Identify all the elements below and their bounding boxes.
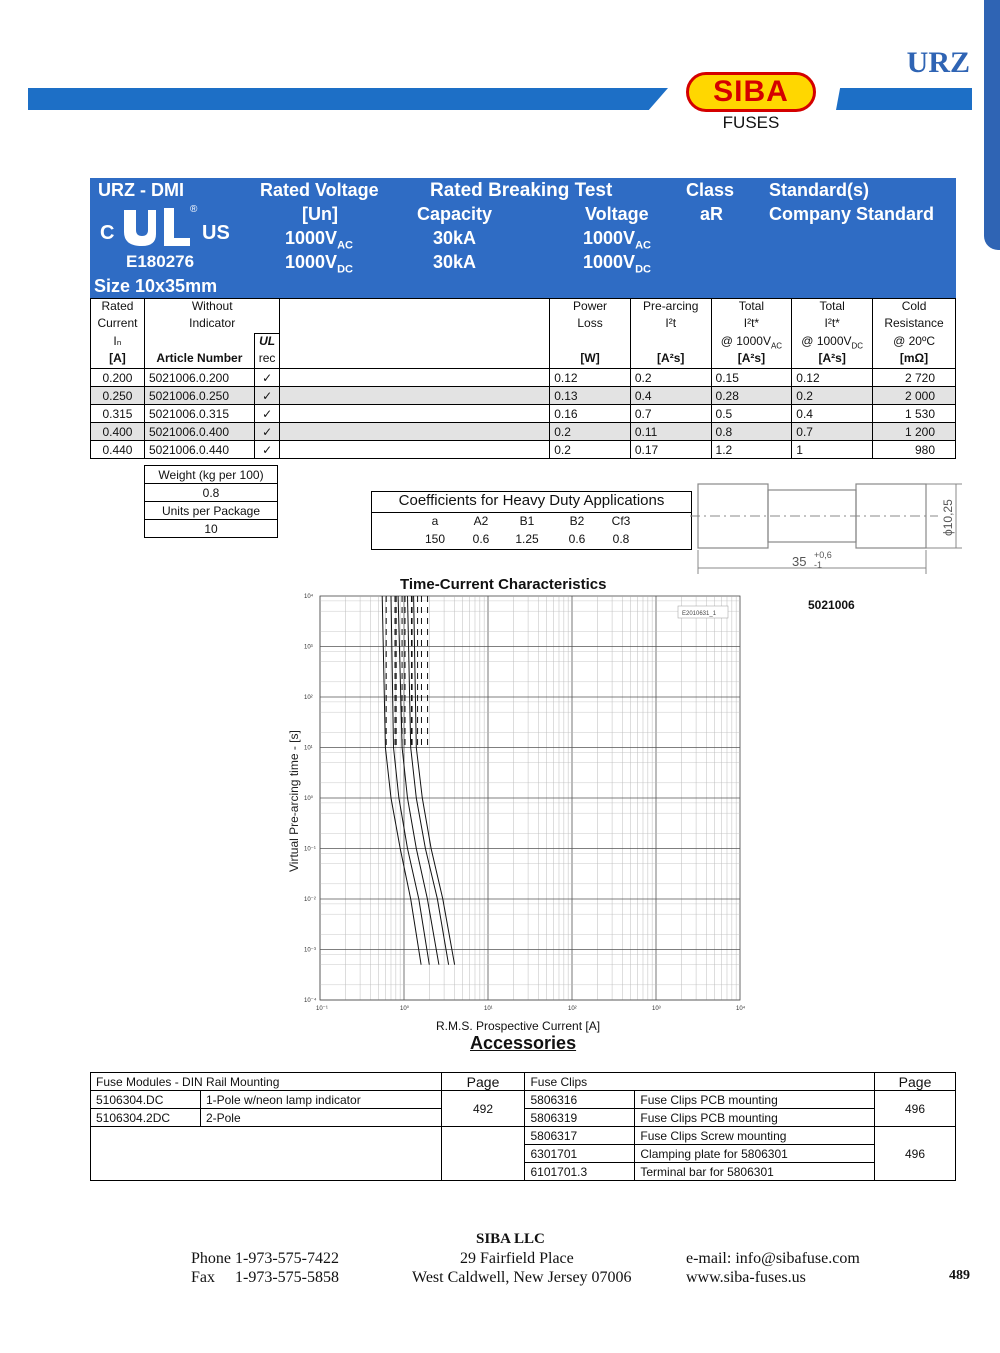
- y-tick-label: 10⁰: [304, 796, 314, 802]
- product-code: URZ: [906, 46, 970, 79]
- x-tick-label: 10⁻¹: [316, 1006, 328, 1010]
- hdr-unit-a2s-2: [A²s]: [711, 351, 792, 369]
- ul-registered: ®: [190, 204, 198, 215]
- hdr-without: Without: [144, 299, 279, 317]
- time-current-chart: [286, 590, 756, 1010]
- hdr-total-ac-i2t: I²t*: [711, 316, 792, 334]
- hdr-empty: [144, 334, 254, 352]
- coef-header: Cf3: [611, 514, 631, 528]
- table-row: 5806317 Fuse Clips Screw mounting 496: [91, 1127, 956, 1145]
- header-band-right: [836, 88, 972, 110]
- size-label: Size 10x35mm: [94, 276, 218, 296]
- chart-xlabel: R.M.S. Prospective Current [A]: [436, 1019, 601, 1033]
- fuse-dimension-drawing: [690, 478, 980, 578]
- hdr-blank: [280, 299, 550, 369]
- hdr-total-dc: Total: [792, 299, 873, 317]
- weight-label: Weight (kg per 100): [145, 466, 278, 484]
- coef-value: 0.6: [472, 532, 490, 546]
- accessories-table: [90, 1072, 956, 1181]
- tol-minus: -1: [814, 560, 823, 570]
- clips-page-2: 496: [875, 1127, 956, 1181]
- rated-voltage-dc: $1000V_{DC}$: [285, 252, 353, 276]
- hdr-in: Iₙ: [91, 334, 145, 352]
- y-tick-label: 10²: [304, 695, 313, 701]
- standards-header: Standard(s): [769, 180, 870, 200]
- ul-c: C: [100, 222, 115, 244]
- chart-ylabel: Virtual Pre-arcing time - [s]: [287, 730, 301, 872]
- hdr-indicator: Indicator: [144, 316, 279, 334]
- y-tick-label: 10¹: [304, 745, 313, 752]
- breaking-test-header: Rated Breaking Test: [430, 180, 613, 201]
- length-label: 35: [792, 554, 807, 569]
- tol-plus: +0,6: [814, 550, 832, 560]
- hdr-at-20c: @ 20ºC: [873, 334, 956, 352]
- test-voltage-ac: $1000V_{AC}$: [583, 228, 651, 252]
- hdr-total-dc-at: @ $1000V_{DC}$: [792, 334, 873, 352]
- chart-reference: 5021006: [808, 598, 855, 612]
- capacity-ac: 30kA: [433, 228, 477, 248]
- hdr-unit-a: [A]: [91, 351, 145, 369]
- footer-address1: 29 Fairfield Place: [460, 1250, 574, 1267]
- clips-header: Fuse Clips: [525, 1073, 875, 1091]
- coef-value: 1.25: [515, 532, 539, 546]
- standards-value: Company Standard: [769, 204, 935, 224]
- x-tick-label: 10²: [568, 1006, 577, 1010]
- x-tick-label: 10¹: [484, 1006, 493, 1010]
- ul-mark-icon: [118, 206, 198, 248]
- table-row: 6101701.3 Terminal bar for 5806301: [91, 1163, 956, 1181]
- hdr-prearc: Pre-arcing: [630, 299, 711, 317]
- footer-address2: West Caldwell, New Jersey 07006: [412, 1269, 632, 1286]
- ratings-table: [90, 298, 956, 459]
- coef-value: 0.8: [612, 532, 630, 546]
- hdr-unit-a2s-1: [A²s]: [630, 351, 711, 369]
- hdr-total-dc-i2t: I²t*: [792, 316, 873, 334]
- modules-header: Fuse Modules - DIN Rail Mounting: [91, 1073, 442, 1091]
- capacity-header: Capacity: [417, 204, 493, 224]
- hdr-total-ac-at: @ $1000V_{AC}$: [711, 334, 792, 352]
- hdr-prearc-blank: [630, 334, 711, 352]
- clips-page-1: 496: [875, 1091, 956, 1127]
- ul-us: US: [202, 222, 230, 244]
- units-value: 10: [145, 520, 278, 538]
- coef-value: 0.6: [568, 532, 586, 546]
- x-tick-label: 10³: [652, 1006, 661, 1010]
- coef-header: A2: [473, 514, 489, 528]
- units-label: Units per Package: [145, 502, 278, 520]
- table-row: 0.440 5021006.0.440 ✓ 0.2 0.17 1.2 1 980: [91, 441, 956, 459]
- table-row: 6301701 Clamping plate for 5806301: [91, 1145, 956, 1163]
- test-voltage-dc: $1000V_{DC}$: [583, 252, 651, 276]
- hdr-unit-a2s-3: [A²s]: [792, 351, 873, 369]
- rated-voltage-header: Rated Voltage: [260, 180, 379, 200]
- coefficients-box: [371, 491, 692, 550]
- ul-logo: [98, 202, 228, 252]
- coef-header: B1: [519, 514, 535, 528]
- modules-page: 492: [441, 1091, 525, 1127]
- page-header: Page: [441, 1073, 525, 1091]
- hdr-power: Power: [550, 299, 631, 317]
- side-rail: [984, 0, 1000, 250]
- table-row: 0.200 5021006.0.200 ✓ 0.12 0.2 0.15 0.12 2 720: [91, 369, 956, 387]
- logo-text: SIBA: [713, 75, 789, 108]
- table-row: 0.400 5021006.0.400 ✓ 0.2 0.11 0.8 0.7 1 200: [91, 423, 956, 441]
- hdr-ul: UL: [254, 334, 280, 352]
- hdr-power-blank: [550, 334, 631, 352]
- hdr-rec: rec: [254, 351, 280, 369]
- capacity-dc: 30kA: [433, 252, 477, 272]
- hdr-article: Article Number: [144, 351, 254, 369]
- y-tick-label: 10⁻⁴: [304, 998, 317, 1004]
- y-tick-label: 10⁻¹: [304, 846, 316, 853]
- y-tick-label: 10³: [304, 644, 313, 651]
- accessories-title: Accessories: [470, 1033, 577, 1053]
- modules-page-empty: [441, 1127, 525, 1181]
- class-header: Class: [686, 180, 735, 200]
- product-name: URZ - DMI: [98, 180, 184, 200]
- footer-web[interactable]: www.siba-fuses.us: [686, 1269, 806, 1286]
- table-row: 5106304.2DC 2-Pole 5806319 Fuse Clips PCB mounting: [91, 1109, 956, 1127]
- chart-title: Time-Current Characteristics: [400, 576, 607, 593]
- table-row: 0.315 5021006.0.315 ✓ 0.16 0.7 0.5 0.4 1 530: [91, 405, 956, 423]
- hdr-total-ac: Total: [711, 299, 792, 317]
- coef-value: 150: [424, 532, 446, 546]
- test-voltage-header: Voltage: [585, 204, 649, 224]
- y-tick-label: 10⁻²: [304, 897, 316, 903]
- diameter-label: ϕ10,25: [941, 499, 955, 536]
- weight-box: [144, 465, 278, 538]
- logo-subtitle: FUSES: [722, 113, 780, 132]
- hdr-current: Current: [91, 316, 145, 334]
- hdr-resistance: Resistance: [873, 316, 956, 334]
- x-tick-label: 10⁴: [736, 1006, 746, 1010]
- x-tick-label: 10⁰: [400, 1006, 410, 1010]
- hdr-rated: Rated: [91, 299, 145, 317]
- hdr-unit-mohm: [mΩ]: [873, 351, 956, 369]
- footer-fax: Fax 1-973-575-5858: [191, 1269, 339, 1286]
- weight-value: 0.8: [145, 484, 278, 502]
- rated-voltage-ac: $1000V_{AC}$: [285, 228, 353, 252]
- coef-header: a: [431, 514, 439, 528]
- chart-tag: E2010631_1: [682, 611, 717, 617]
- hdr-prearc-i2t: I²t: [630, 316, 711, 334]
- table-row: 5106304.DC 1-Pole w/neon lamp indicator 492 5806316 Fuse Clips PCB mounting 496: [91, 1091, 956, 1109]
- y-tick-label: 10⁻³: [304, 947, 316, 954]
- footer-email[interactable]: e-mail: info@sibafuse.com: [686, 1250, 860, 1267]
- footer-phone: Phone 1-973-575-7422: [191, 1250, 339, 1267]
- siba-logo: [686, 72, 816, 112]
- header-band-left: [28, 88, 668, 110]
- hdr-unit-w: [W]: [550, 351, 631, 369]
- coefficients-title: Coefficients for Heavy Duty Applications: [372, 492, 691, 513]
- rated-voltage-unit: [Un]: [302, 204, 338, 224]
- table-row: 0.250 5021006.0.250 ✓ 0.13 0.4 0.28 0.2 2 000: [91, 387, 956, 405]
- footer-company: SIBA LLC: [476, 1231, 545, 1247]
- hdr-cold: Cold: [873, 299, 956, 317]
- modules-empty: [91, 1127, 442, 1181]
- cert-number: E180276: [126, 252, 195, 271]
- hdr-loss: Loss: [550, 316, 631, 334]
- spec-header: [90, 178, 956, 298]
- coef-header: B2: [569, 514, 585, 528]
- page-header-2: Page: [875, 1073, 956, 1091]
- y-tick-label: 10⁴: [304, 594, 314, 600]
- class-value: aR: [700, 204, 724, 224]
- page-number: 489: [949, 1268, 970, 1283]
